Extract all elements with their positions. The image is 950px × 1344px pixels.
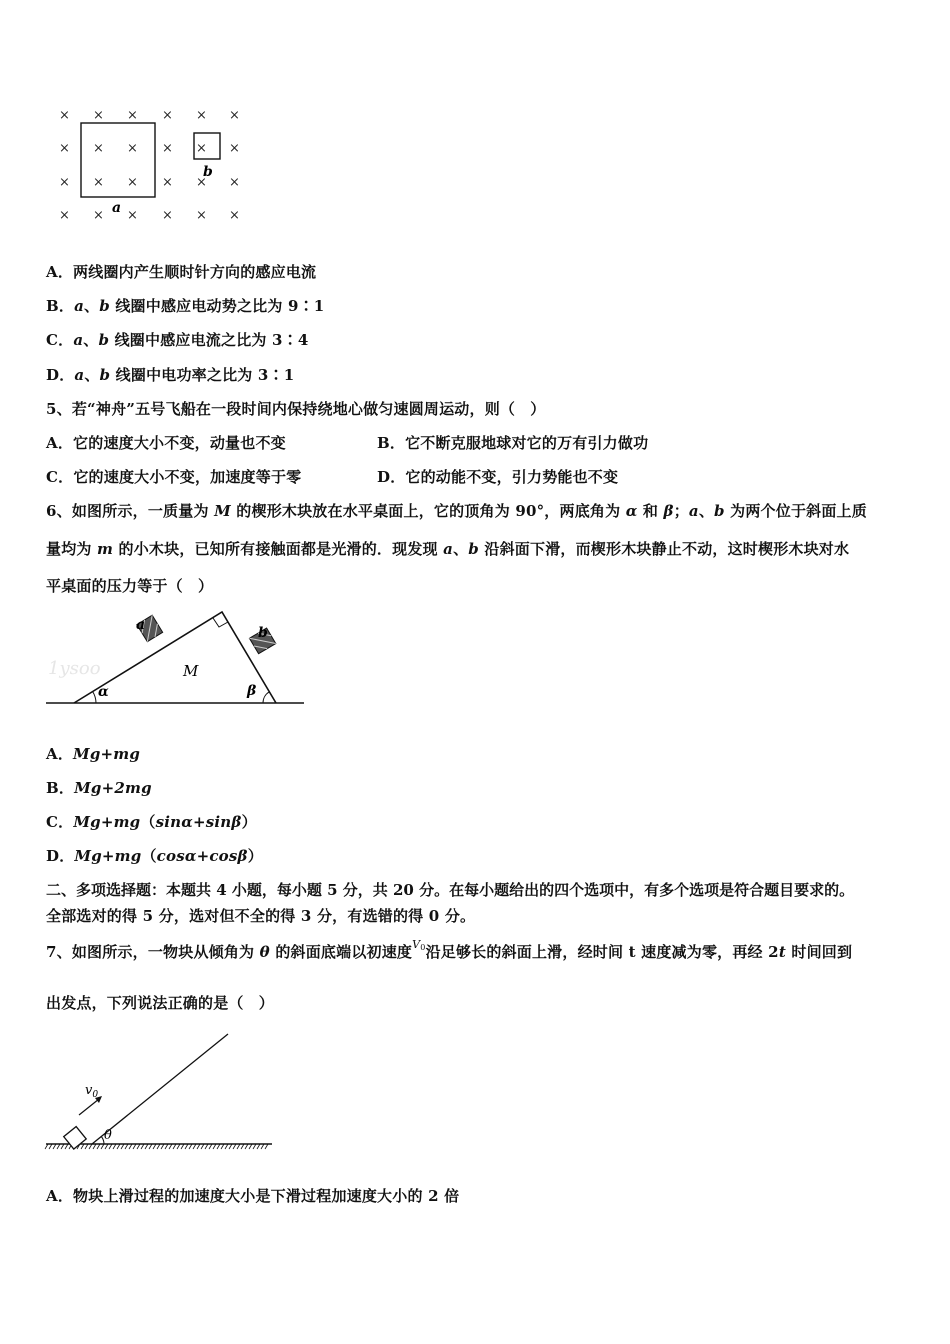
hatch-mark bbox=[229, 1144, 232, 1149]
field-cross: × bbox=[196, 108, 207, 123]
field-cross: × bbox=[127, 208, 138, 223]
hatch-mark bbox=[173, 1144, 176, 1149]
field-cross: × bbox=[93, 141, 104, 156]
angle-beta-arc bbox=[263, 692, 269, 703]
field-cross: × bbox=[196, 208, 207, 223]
figure-watermark: 1ysoo bbox=[48, 658, 101, 679]
hatch-mark bbox=[97, 1144, 100, 1149]
hatch-mark bbox=[105, 1144, 108, 1149]
hatch-mark bbox=[65, 1144, 68, 1149]
hatch-mark bbox=[197, 1144, 200, 1149]
hatch-mark bbox=[237, 1144, 240, 1149]
hatch-mark bbox=[213, 1144, 216, 1149]
q6-stem-line3: 平桌面的压力等于（ ） bbox=[46, 577, 214, 595]
hatch-mark bbox=[57, 1144, 60, 1149]
hatch-mark bbox=[45, 1144, 48, 1149]
q6-option-c: C．Mg+mg（sinα+sinβ） bbox=[46, 813, 257, 831]
q4-option-b: B．a、b 线圈中感应电动势之比为 9∶1 bbox=[46, 297, 325, 315]
q4-option-a: A．两线圈内产生顺时针方向的感应电流 bbox=[46, 263, 317, 281]
field-cross: × bbox=[229, 175, 240, 190]
incline-figure bbox=[44, 1030, 276, 1152]
hatch-mark bbox=[233, 1144, 236, 1149]
hatch-mark bbox=[109, 1144, 112, 1149]
hatch-mark bbox=[261, 1144, 264, 1149]
hatch-mark bbox=[189, 1144, 192, 1149]
hatch-mark bbox=[93, 1144, 96, 1149]
q6-option-b: B．Mg+2mg bbox=[46, 779, 152, 797]
hatch-mark bbox=[253, 1144, 256, 1149]
field-cross: × bbox=[59, 175, 70, 190]
theta-label: θ bbox=[104, 1128, 112, 1143]
q6-option-d: D．Mg+mg（cosα+cosβ） bbox=[46, 847, 263, 865]
hatch-mark bbox=[205, 1144, 208, 1149]
hatch-mark bbox=[137, 1144, 140, 1149]
q4-option-d: D．a、b 线圈中电功率之比为 3∶1 bbox=[46, 366, 295, 384]
q5-option-a: A．它的速度大小不变，动量也不变 bbox=[46, 434, 286, 452]
field-cross: × bbox=[93, 108, 104, 123]
hatch-mark bbox=[265, 1144, 268, 1149]
hatch-mark bbox=[113, 1144, 116, 1149]
magnetic-field-figure bbox=[50, 98, 250, 223]
hatch-mark bbox=[185, 1144, 188, 1149]
field-cross: × bbox=[59, 108, 70, 123]
hatch-mark bbox=[125, 1144, 128, 1149]
alpha-label: α bbox=[98, 684, 109, 700]
hatch-mark bbox=[201, 1144, 204, 1149]
coil-b-label: b bbox=[203, 164, 213, 180]
q6-option-a: A．Mg+mg bbox=[46, 745, 141, 763]
velocity-arrow bbox=[79, 1099, 99, 1115]
q7-stem-line1: 7、如图所示，一物块从倾角为 θ 的斜面底端以初速度$^{V0}$沿足够长的斜面上滑，经时间 t 速度减为零，再经 2t 时间回到 bbox=[46, 938, 853, 961]
angle-alpha-arc bbox=[93, 692, 96, 703]
hatch-mark bbox=[117, 1144, 120, 1149]
field-cross: × bbox=[93, 208, 104, 223]
hatch-mark bbox=[217, 1144, 220, 1149]
hatch-mark bbox=[145, 1144, 148, 1149]
q7-stem-line2: 出发点，下列说法正确的是（ ） bbox=[46, 994, 275, 1012]
field-cross: × bbox=[162, 208, 173, 223]
hatch-mark bbox=[165, 1144, 168, 1149]
q7-option-a: A．物块上滑过程的加速度大小是下滑过程加速度大小的 2 倍 bbox=[46, 1187, 460, 1205]
hatch-mark bbox=[249, 1144, 252, 1149]
q5-option-c: C．它的速度大小不变，加速度等于零 bbox=[46, 468, 302, 486]
section2-heading-line2: 全部选对的得 5 分，选对但不全的得 3 分，有选错的得 0 分。 bbox=[46, 907, 476, 925]
incline-line bbox=[92, 1034, 228, 1144]
hatch-mark bbox=[81, 1144, 84, 1149]
hatch-mark bbox=[257, 1144, 260, 1149]
hatch-mark bbox=[177, 1144, 180, 1149]
field-cross: × bbox=[229, 208, 240, 223]
coil-a-label: a bbox=[112, 200, 122, 216]
field-cross: × bbox=[93, 175, 104, 190]
field-cross: × bbox=[196, 175, 207, 190]
hatch-mark bbox=[153, 1144, 156, 1149]
hatch-mark bbox=[225, 1144, 228, 1149]
q5-stem: 5、若“神舟”五号飞船在一段时间内保持绕地心做匀速圆周运动，则（ ） bbox=[46, 400, 546, 418]
hatch-mark bbox=[161, 1144, 164, 1149]
hatch-mark bbox=[149, 1144, 152, 1149]
hatch-mark bbox=[61, 1144, 64, 1149]
block-b-label: b bbox=[258, 625, 268, 641]
hatch-mark bbox=[169, 1144, 172, 1149]
hatch-mark bbox=[49, 1144, 52, 1149]
hatch-mark bbox=[245, 1144, 248, 1149]
hatch-mark bbox=[89, 1144, 92, 1149]
hatch-mark bbox=[121, 1144, 124, 1149]
field-cross: × bbox=[196, 141, 207, 156]
hatch-mark bbox=[181, 1144, 184, 1149]
section2-heading-line1: 二、多项选择题：本题共 4 小题，每小题 5 分，共 20 分。在每小题给出的四个选项中，有多个选项是符合题目要求的。 bbox=[46, 881, 855, 899]
field-cross: × bbox=[127, 141, 138, 156]
field-cross: × bbox=[162, 141, 173, 156]
field-cross: × bbox=[229, 108, 240, 123]
hatch-mark bbox=[221, 1144, 224, 1149]
block-a-label: a bbox=[136, 617, 146, 633]
hatch-mark bbox=[157, 1144, 160, 1149]
hatch-mark bbox=[101, 1144, 104, 1149]
wedge-figure bbox=[44, 606, 306, 706]
beta-label: β bbox=[247, 683, 257, 699]
field-cross: × bbox=[162, 108, 173, 123]
hatch-mark bbox=[85, 1144, 88, 1149]
field-cross: × bbox=[162, 175, 173, 190]
hatch-mark bbox=[129, 1144, 132, 1149]
hatch-mark bbox=[133, 1144, 136, 1149]
q4-option-c: C．a、b 线圈中感应电流之比为 3∶4 bbox=[46, 331, 309, 349]
hatch-mark bbox=[53, 1144, 56, 1149]
field-cross: × bbox=[59, 208, 70, 223]
field-cross: × bbox=[59, 141, 70, 156]
q6-stem-line1: 6、如图所示，一质量为 M 的楔形木块放在水平桌面上，它的顶角为 90°，两底角为 α 和 β；a、b 为两个位于斜面上质 bbox=[46, 502, 867, 520]
velocity-label: $v_0$ bbox=[85, 1083, 99, 1100]
field-cross: × bbox=[229, 141, 240, 156]
hatch-mark bbox=[141, 1144, 144, 1149]
field-cross: × bbox=[127, 175, 138, 190]
q6-stem-line2: 量均为 m 的小木块，已知所有接触面都是光滑的．现发现 a、b 沿斜面下滑，而楔形木块静止不动，这时楔形木块对水 bbox=[46, 540, 850, 558]
q5-option-b: B．它不断克服地球对它的万有引力做功 bbox=[377, 434, 649, 452]
hatch-mark bbox=[193, 1144, 196, 1149]
hatch-mark bbox=[209, 1144, 212, 1149]
hatch-mark bbox=[241, 1144, 244, 1149]
field-cross: × bbox=[127, 108, 138, 123]
q5-option-d: D．它的动能不变，引力势能也不变 bbox=[377, 468, 619, 486]
wedge-mass-label: M bbox=[183, 662, 199, 680]
